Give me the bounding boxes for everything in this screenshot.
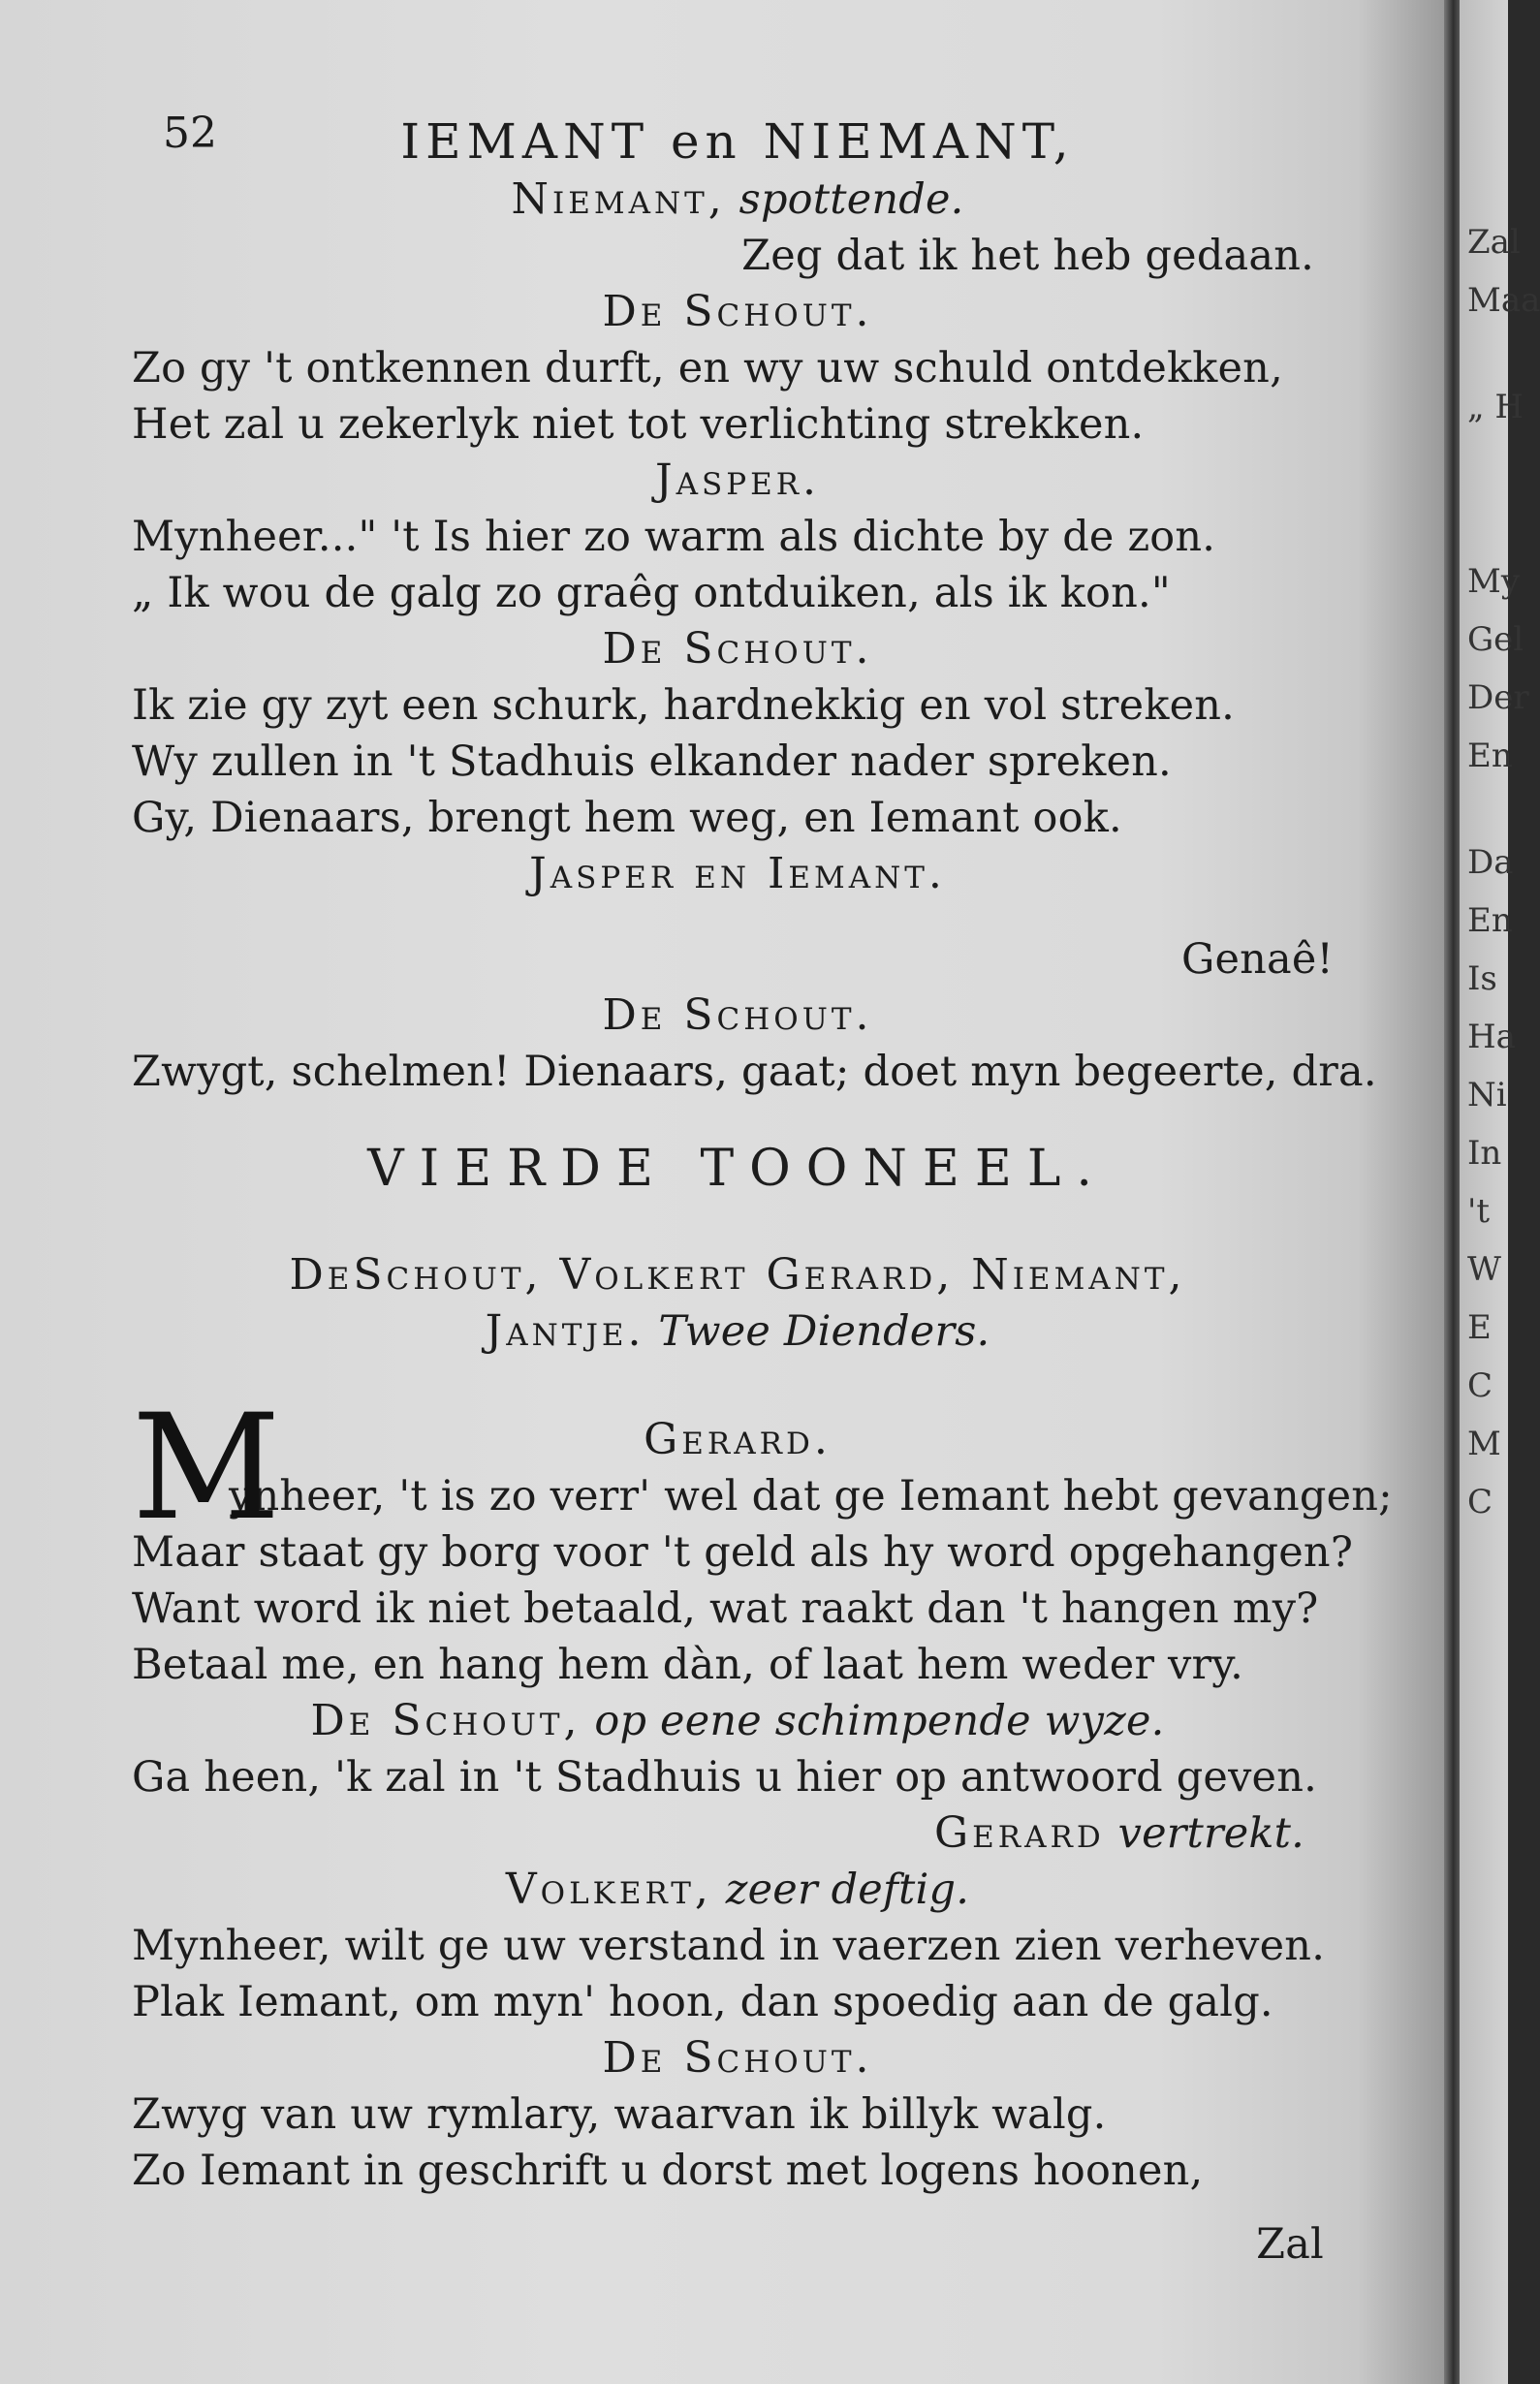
next-page-fragment: M bbox=[1467, 1425, 1501, 1463]
page-number: 52 bbox=[163, 109, 217, 158]
next-page-fragment: Der bbox=[1467, 678, 1529, 717]
next-page-fragment: Gel bbox=[1467, 620, 1524, 659]
catchword: Zal bbox=[1256, 2220, 1324, 2269]
speaker-name: De Schout. bbox=[602, 624, 873, 674]
running-head: IEMANT en NIEMANT, bbox=[400, 113, 1075, 170]
speaker-name: Gerard. bbox=[644, 1415, 832, 1464]
speaker-line bbox=[132, 455, 1343, 506]
verse-line: Zwyg van uw rymlary, waarvan ik billyk walg. bbox=[132, 2090, 1107, 2139]
verse-line: Het zal u zekerlyk niet tot verlichting strekken. bbox=[132, 400, 1145, 449]
next-page-fragment: 't bbox=[1467, 1192, 1491, 1231]
speaker-line bbox=[132, 1696, 1343, 1746]
speaker-name: Jasper. bbox=[654, 455, 821, 505]
verse-line: Zo gy 't ontkennen durft, en wy uw schuld ontdekken, bbox=[132, 344, 1283, 392]
next-page-fragment: En bbox=[1467, 901, 1513, 940]
next-page-fragment: Is bbox=[1467, 959, 1497, 998]
next-page-fragment: My bbox=[1467, 562, 1521, 601]
speaker-name: De Schout. bbox=[602, 287, 873, 336]
verse-line: Gy, Dienaars, brengt hem weg, en Iemant ook. bbox=[132, 794, 1122, 842]
speaker-name: De Schout. bbox=[602, 2033, 873, 2083]
verse-line: Zeg dat ik het heb gedaan. bbox=[741, 232, 1314, 280]
speaker-name: Jasper en Iemant. bbox=[529, 849, 946, 898]
next-page-fragment: Ha bbox=[1467, 1018, 1516, 1056]
next-page-fragment: Zal bbox=[1467, 223, 1521, 262]
speaker-line bbox=[132, 1865, 1343, 1915]
verse-line: Betaal me, en hang hem dàn, of laat hem weder vry. bbox=[132, 1641, 1243, 1689]
speaker-name: De Schout, bbox=[310, 1696, 581, 1745]
verse-line: „ Ik wou de galg zo graêg ontduiken, als ik kon." bbox=[132, 569, 1171, 617]
stage-direction: spottende. bbox=[739, 175, 964, 224]
next-page-fragment: „ H bbox=[1467, 388, 1524, 426]
speaker-line bbox=[132, 624, 1343, 674]
next-page-fragment: Da bbox=[1467, 843, 1514, 882]
stage-direction: vertrekt. bbox=[1117, 1809, 1304, 1858]
speaker-name: Volkert, bbox=[505, 1865, 712, 1914]
verse-line: Genaê! bbox=[1180, 935, 1334, 984]
next-page-fragment: C bbox=[1467, 1483, 1493, 1521]
scene-cast: DeSchout, Volkert Gerard, Niemant, bbox=[289, 1250, 1186, 1300]
speaker-line bbox=[132, 990, 1343, 1041]
speaker-line bbox=[132, 1415, 1343, 1465]
verse-line: Mynheer, wilt ge uw verstand in vaerzen zien verheven. bbox=[132, 1922, 1326, 1970]
verse-line: Zwygt, schelmen! Dienaars, gaat; doet myn begeerte, dra. bbox=[132, 1048, 1377, 1096]
drop-cap: M bbox=[132, 1384, 281, 1553]
speaker-name: Niemant, bbox=[511, 174, 726, 224]
verse-line: Ik zie gy zyt een schurk, hardnekkig en vol streken. bbox=[132, 681, 1235, 730]
scene-title: VIERDE TOONEEL. bbox=[367, 1140, 1108, 1198]
speaker-line bbox=[132, 2033, 1343, 2084]
scene-cast bbox=[132, 1306, 1343, 1357]
verse-line: Plak Iemant, om myn' hoon, dan spoedig aan de galg. bbox=[132, 1978, 1273, 2026]
book-gutter bbox=[1444, 0, 1460, 2384]
cast-names: Jantje. bbox=[485, 1306, 645, 1356]
next-page-fragment: Maa bbox=[1467, 281, 1540, 320]
speaker-name: De Schout. bbox=[602, 990, 873, 1040]
next-page-edge bbox=[1460, 0, 1540, 2384]
verse-line: Wy zullen in 't Stadhuis elkander nader spreken. bbox=[132, 737, 1172, 786]
next-page-fragment: Ni bbox=[1467, 1076, 1507, 1114]
next-page-fragment: W bbox=[1467, 1250, 1501, 1289]
verse-line: Want word ik niet betaald, wat raakt dan 't hangen my? bbox=[132, 1584, 1319, 1633]
next-page-fragment: In bbox=[1467, 1134, 1502, 1173]
cast-extra: Twee Dienders. bbox=[658, 1307, 990, 1356]
speaker-line bbox=[132, 849, 1343, 899]
next-page-fragment: C bbox=[1467, 1366, 1493, 1405]
stage-direction: op eene schimpende wyze. bbox=[594, 1697, 1165, 1745]
stage-direction: zeer deftig. bbox=[725, 1866, 970, 1914]
verse-line: Maar staat gy borg voor 't geld als hy word opgehangen? bbox=[132, 1528, 1354, 1577]
verse-line: Mynheer..." 't Is hier zo warm als dichte by de zon. bbox=[132, 513, 1216, 561]
verse-line: Zo Iemant in geschrift u dorst met logens hoonen, bbox=[132, 2147, 1204, 2195]
verse-line: ynheer, 't is zo verr' wel dat ge Iemant hebt gevangen; bbox=[229, 1472, 1393, 1521]
speaker-line bbox=[132, 174, 1343, 225]
speaker-line bbox=[132, 1808, 1343, 1859]
speaker-line bbox=[132, 287, 1343, 337]
speaker-name: Gerard bbox=[934, 1808, 1105, 1858]
verse-line: Ga heen, 'k zal in 't Stadhuis u hier op antwoord geven. bbox=[132, 1753, 1317, 1802]
next-page-fragment: E bbox=[1467, 1308, 1492, 1347]
next-page-fragment: En bbox=[1467, 737, 1513, 775]
